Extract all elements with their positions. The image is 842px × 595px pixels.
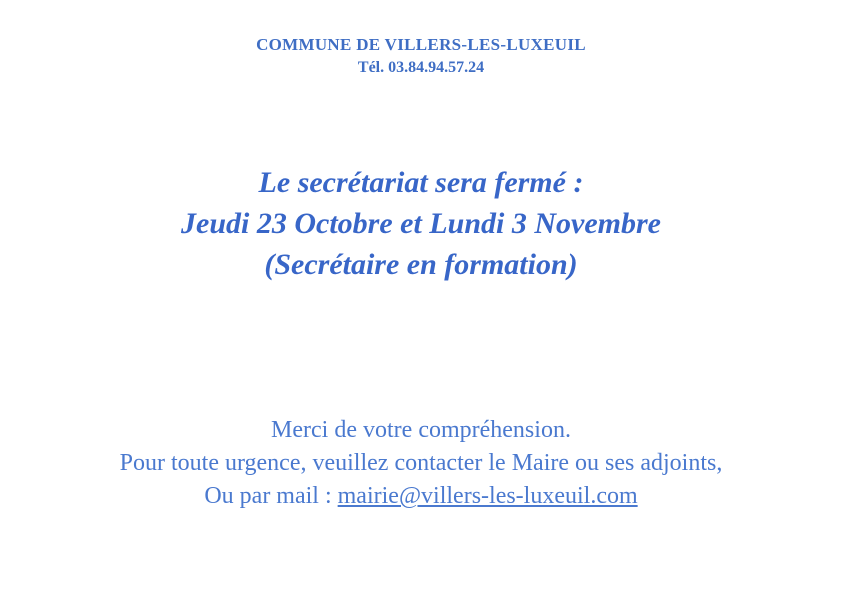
announcement-line-2: Jeudi 23 Octobre et Lundi 3 Novembre xyxy=(181,206,661,240)
document-header xyxy=(0,34,842,79)
phone-number: Tél. 03.84.94.57.24 xyxy=(357,59,485,77)
announcement-block xyxy=(0,163,842,285)
announcement-line-1: Le secrétariat sera fermé : xyxy=(258,166,584,199)
closing-line-1: Merci de votre compréhension. xyxy=(271,417,571,443)
announcement-line-3: (Secrétaire en formation) xyxy=(264,247,578,281)
mail-label: Ou par mail : xyxy=(204,483,338,510)
closing-block xyxy=(0,414,842,513)
commune-title: COMMUNE DE VILLERS-LES-LUXEUIL xyxy=(256,35,586,54)
closing-line-3 xyxy=(0,480,842,513)
closing-line-2: Pour toute urgence, veuillez contacter le Maire ou ses adjoints, xyxy=(119,450,723,477)
email-link[interactable]: mairie@villers-les-luxeuil.com xyxy=(337,483,638,510)
